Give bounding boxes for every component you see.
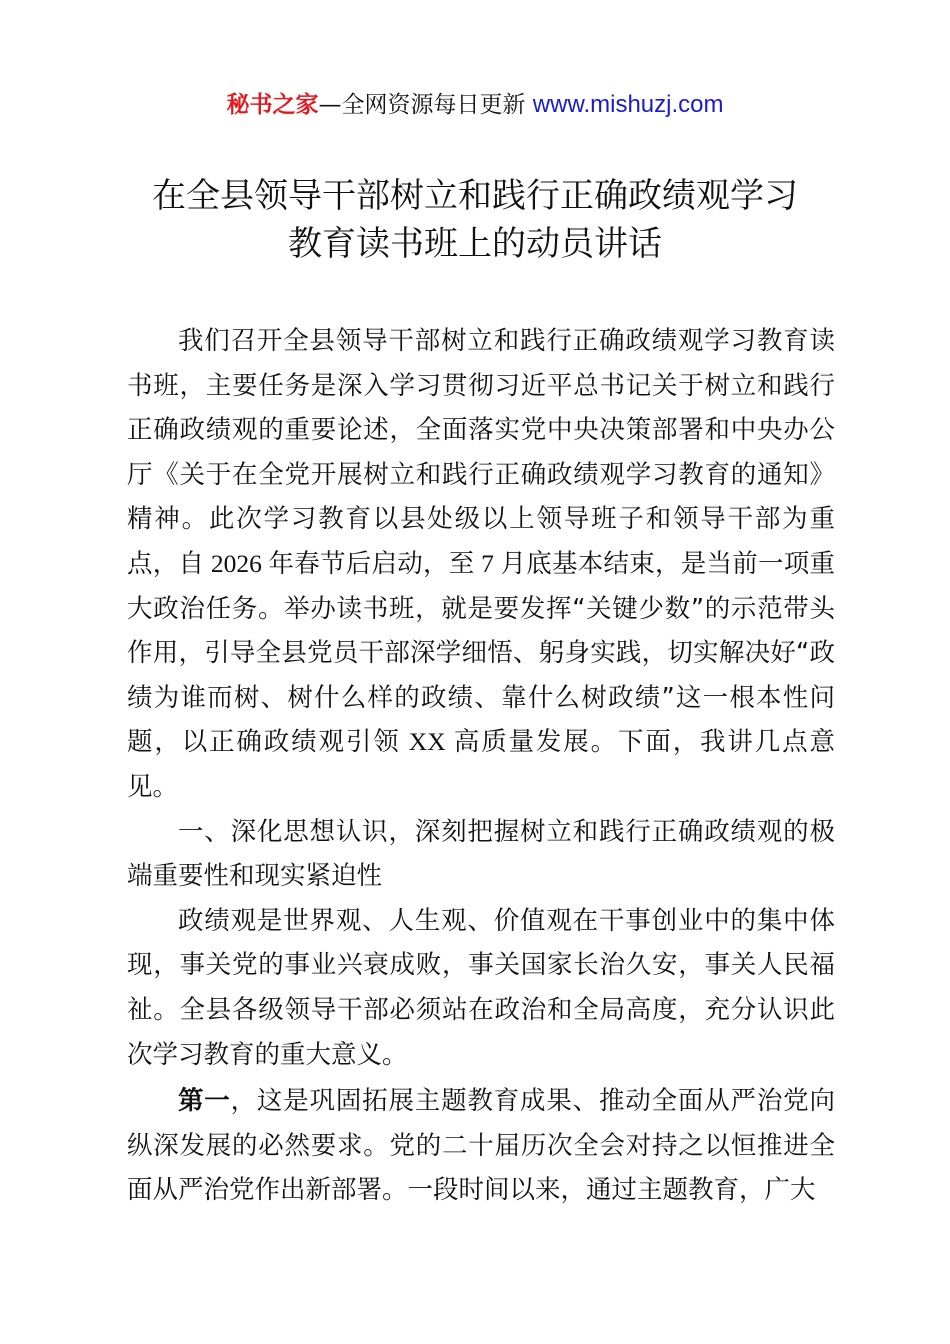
intro-text-3: 月底基本结束，是当前一项重大政治任务。举办读书班，就是要发挥“关键少数”的示范带头作用，引导全县党员干部深学细悟、躬身实践，切实解决好“政绩为谁而树、树什么样的政绩、靠什么树政绩”这一根本性问题，以正确政绩观引领: [127, 548, 835, 758]
intro-text-2: 年春节后启动，至: [268, 548, 475, 579]
site-header: [0, 88, 950, 122]
document-title: [0, 172, 950, 268]
intro-text-4: 高质量发展。下面，我讲几点意见。: [127, 727, 835, 802]
intro-paragraph: [127, 319, 835, 810]
intro-placeholder: XX: [400, 727, 454, 757]
point-1-text: ，这是巩固拓展主题教育成果、推动全面从严治党向纵深发展的必然要求。党的二十届历次全会对持之以恒推进全面从严治党作出新部署。一段时间以来，通过主题教育，广大: [127, 1086, 835, 1206]
brand-name: 秘书之家: [226, 92, 319, 118]
point-1-lead: 第一: [178, 1086, 231, 1117]
intro-month: 7: [474, 548, 501, 578]
title-line-1: 在全县领导干部树立和践行正确政绩观学习: [152, 176, 798, 216]
document-body: [127, 319, 835, 1213]
header-tagline: —全网资源每日更新: [318, 92, 533, 118]
title-line-2: 教育读书班上的动员讲话: [288, 224, 662, 264]
site-url-link[interactable]: www.mishuzj.com: [532, 91, 724, 118]
section-heading-1: 一、深化思想认识，深刻把握树立和践行正确政绩观的极端重要性和现实紧迫性: [127, 816, 835, 891]
section-1-paragraph: 政绩观是世界观、人生观、价值观在干事创业中的集中体现，事关党的事业兴衰成败，事关国家长治久安，事关人民福祉。全县各级领导干部必须站在政治和全局高度，充分认识此次学习教育的重大意义。: [127, 905, 835, 1070]
intro-text-1: 我们召开全县领导干部树立和践行正确政绩观学习教育读书班，主要任务是深入学习贯彻习近平总书记关于树立和践行正确政绩观的重要论述，全面落实党中央决策部署和中央办公厅《关于在全党开展树立和践行正确政绩观学习教育的通知》精神。此次学习教育以县处级以上领导班子和领导干部为重点，自: [127, 326, 835, 579]
intro-year: 2026: [204, 548, 269, 578]
point-1-paragraph: [127, 1079, 835, 1213]
